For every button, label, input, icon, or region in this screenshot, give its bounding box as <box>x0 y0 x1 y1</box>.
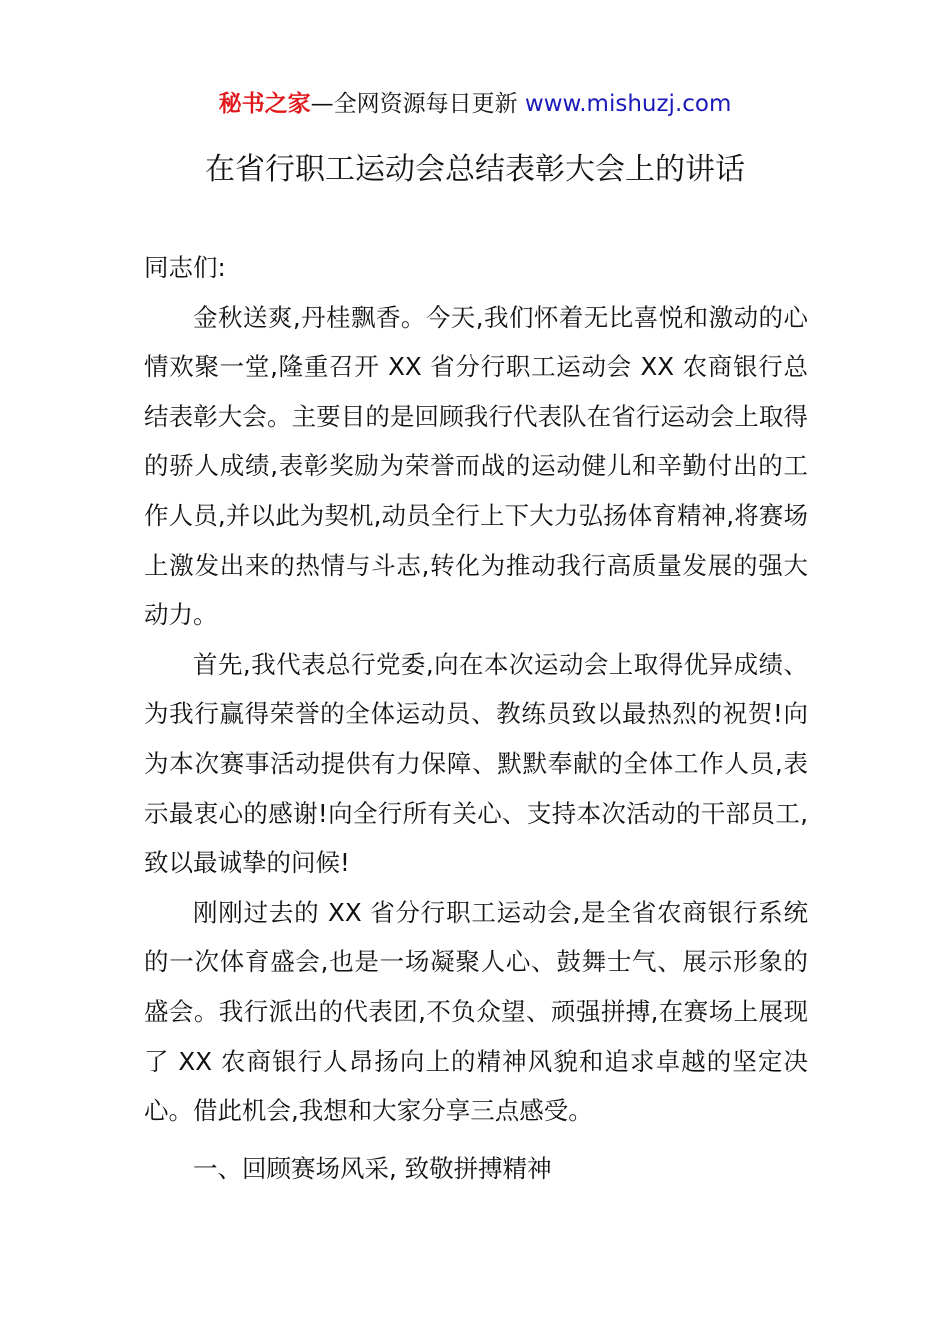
section-heading: 一、回顾赛场风采, 致敬拼搏精神 <box>193 1153 552 1183</box>
paragraph-3: 刚刚过去的 XX 省分行职工运动会,是全省农商银行系统的一次体育盛会,也是一场凝聚人心、鼓舞士气、展示形象的盛会。我行派出的代表团,不负众望、顽强拼搏,在赛场上展现了 XX 农商银行人昂扬向上的精神风貌和追求卓越的坚定决心。借此机会,我想和大家分享三点感受。 <box>144 897 808 1126</box>
salutation: 同志们: <box>144 253 226 282</box>
brand-name: 秘书之家 <box>218 91 311 117</box>
site-header <box>0 86 950 122</box>
document-title: 在省行职工运动会总结表彰大会上的讲话 <box>205 152 745 187</box>
header-tagline: —全网资源每日更新 <box>310 91 518 117</box>
site-url-link[interactable]: www.mishuzj.com <box>524 91 732 117</box>
paragraph-2: 首先,我代表总行党委,向在本次运动会上取得优异成绩、为我行赢得荣誉的全体运动员、教练员致以最热烈的祝贺!向为本次赛事活动提供有力保障、默默奉献的全体工作人员,表示最衷心的感谢!向全行所有关心、支持本次活动的干部员工,致以最诚挚的问候! <box>144 649 808 878</box>
document-body <box>144 243 808 1193</box>
paragraph-1: 金秋送爽,丹桂飘香。今天,我们怀着无比喜悦和激动的心情欢聚一堂,隆重召开 XX 省分行职工运动会 XX 农商银行总结表彰大会。主要目的是回顾我行代表队在省行运动会上取得的骄人成绩,表彰奖励为荣誉而战的运动健儿和辛勤付出的工作人员,并以此为契机,动员全行上下大力弘扬体育精神,将赛场上激发出来的热情与斗志,转化为推动我行高质量发展的强大动力。 <box>144 302 808 630</box>
